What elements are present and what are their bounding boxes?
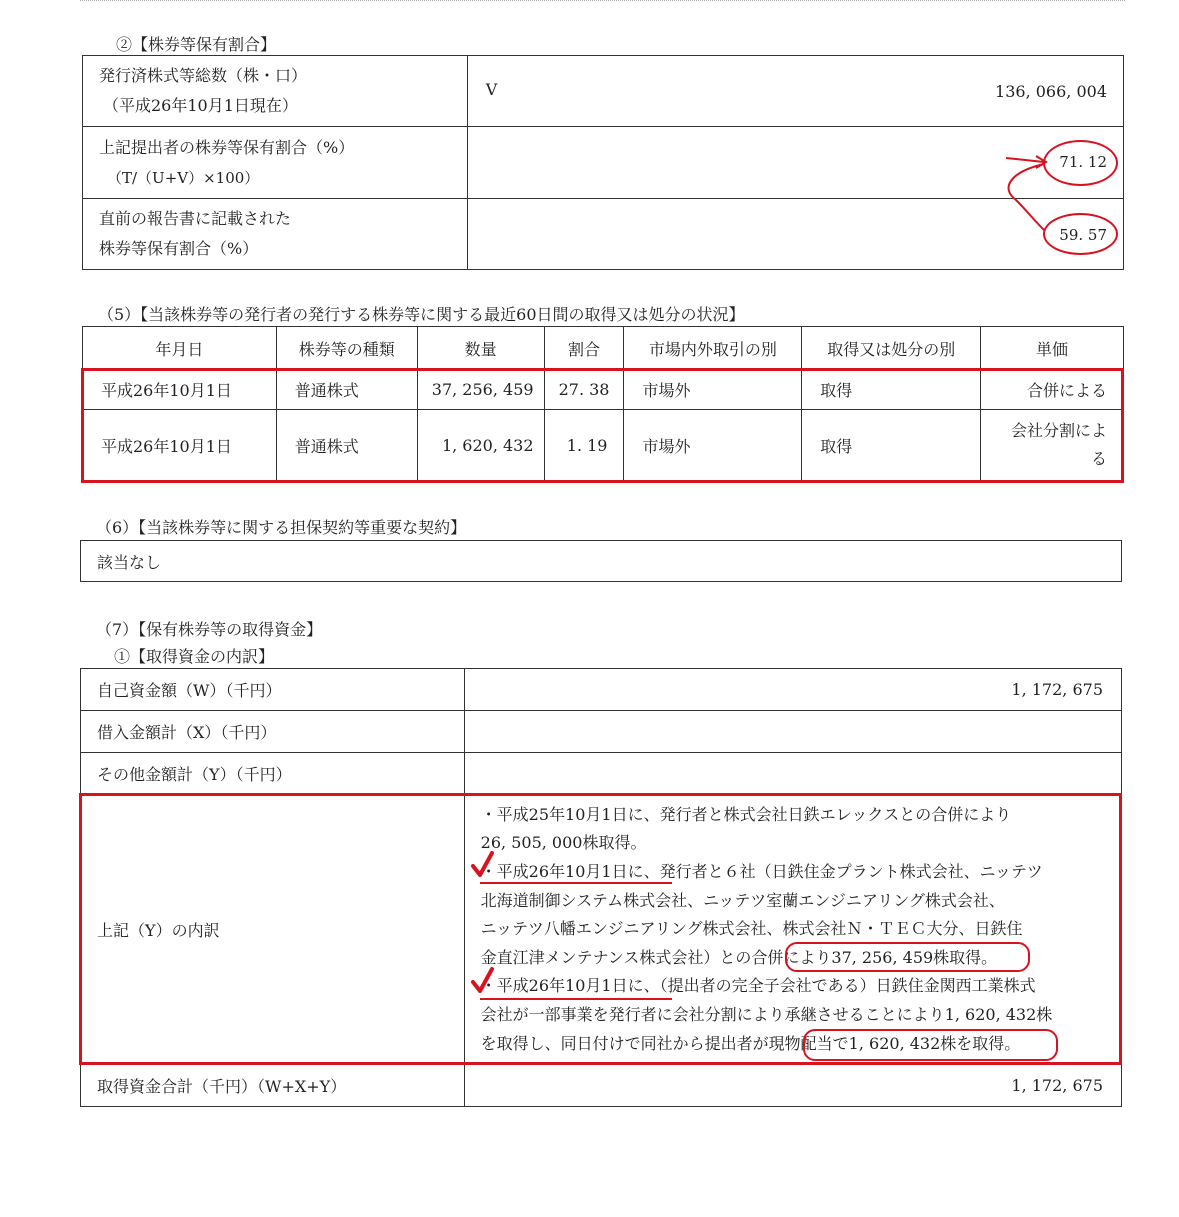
top-border-fragment xyxy=(80,0,1125,1)
section6-heading: （6）【当該株券等に関する担保契約等重要な契約】 xyxy=(96,518,467,537)
table-row: 平成26年10月1日 普通株式 1, 620, 432 1. 19 市場外 取得 会社分割によ る xyxy=(83,410,1124,481)
total-shares-value: 136, 066, 004 xyxy=(995,82,1107,101)
header-acq-disp: 取得又は処分の別 xyxy=(802,327,981,370)
acquisition-table-header xyxy=(83,327,1124,370)
total-label: 取得資金合計（千円）（W+X+Y） xyxy=(81,1065,465,1107)
total-shares-code: V xyxy=(485,80,498,99)
underline-annotation xyxy=(480,998,672,1000)
checkmark-icon xyxy=(470,966,496,996)
section7-heading: （7）【保有株券等の取得資金】 xyxy=(96,620,323,639)
header-date: 年月日 xyxy=(83,327,277,370)
header-quantity: 数量 xyxy=(417,327,544,370)
collateral-content: 該当なし xyxy=(81,541,1122,582)
header-ratio: 割合 xyxy=(544,327,624,370)
section5-heading: （5）【当該株券等の発行者の発行する株券等に関する最近60日間の取得又は処分の状況】 xyxy=(98,305,745,324)
table-row: 平成26年10月1日 普通株式 37, 256, 459 27. 38 市場外 取得 合併による xyxy=(83,370,1124,410)
table-row: その他金額計（Y）（千円） xyxy=(81,753,1122,795)
table-row xyxy=(81,1065,1122,1107)
total-shares-label: 発行済株式等総数（株・口） （平成26年10月1日現在） xyxy=(83,56,468,127)
holding-ratio-table xyxy=(82,55,1124,270)
header-type: 株券等の種類 xyxy=(276,327,417,370)
table-row: 借入金額計（X）（千円） xyxy=(81,711,1122,753)
checkmark-icon xyxy=(470,850,496,880)
breakdown-content: ・平成25年10月1日に、発行者と株式会社日鉄エレックスとの合併により 26, 505, 000株取得。 ・平成26年10月1日に、発行者と６社（日鉄住金プラント株式会社、ニッテツ 北海道制御システム株式会社、ニッテツ室蘭エンジニアリング株式会社、 ニッテツ八幡エンジニアリング株式会社、株式会社Ｎ・ＴＥＣ大分、日鉄住 金直江津メンテナンス株式会社）との合併により37, 256, 459株取得。 ・平成26年10月1日に、（提出者の完全子会社である）日鉄住金関西工業株式 会社が一部事業を発行者に会社分割により承継させることにより1, 620, 432株 を取得し、同日付けで同社から提出者が現物配当で1, 620, 432株を取得。 xyxy=(464,795,1121,1065)
holding-ratio-value: 71. 12 xyxy=(1059,153,1107,171)
total-shares-cell xyxy=(467,56,1123,127)
header-unit-price: 単価 xyxy=(981,327,1124,370)
breakdown-label: 上記（Y）の内訳 xyxy=(81,795,465,1065)
previous-ratio-value: 59. 57 xyxy=(1059,226,1107,244)
previous-ratio-label: 直前の報告書に記載された 株券等保有割合（%） xyxy=(83,199,468,270)
dividend-shares-circle-annotation xyxy=(803,1029,1058,1061)
breakdown-row xyxy=(81,795,1122,1065)
section7-subheading: ①【取得資金の内訳】 xyxy=(114,647,275,666)
merger-shares-circle-annotation xyxy=(785,942,1030,972)
collateral-table xyxy=(80,540,1122,582)
section2-heading: ②【株券等保有割合】 xyxy=(116,35,277,54)
header-market: 市場内外取引の別 xyxy=(624,327,802,370)
arrow-annotation xyxy=(1000,150,1060,240)
holding-ratio-label: 上記提出者の株券等保有割合（%） （T/（U+V）×100） xyxy=(83,127,468,199)
acquisition-table xyxy=(82,326,1124,481)
underline-annotation xyxy=(480,882,672,884)
table-row: 自己資金額（W）（千円） 1, 172, 675 xyxy=(81,669,1122,711)
total-value: 1, 172, 675 xyxy=(464,1065,1121,1107)
